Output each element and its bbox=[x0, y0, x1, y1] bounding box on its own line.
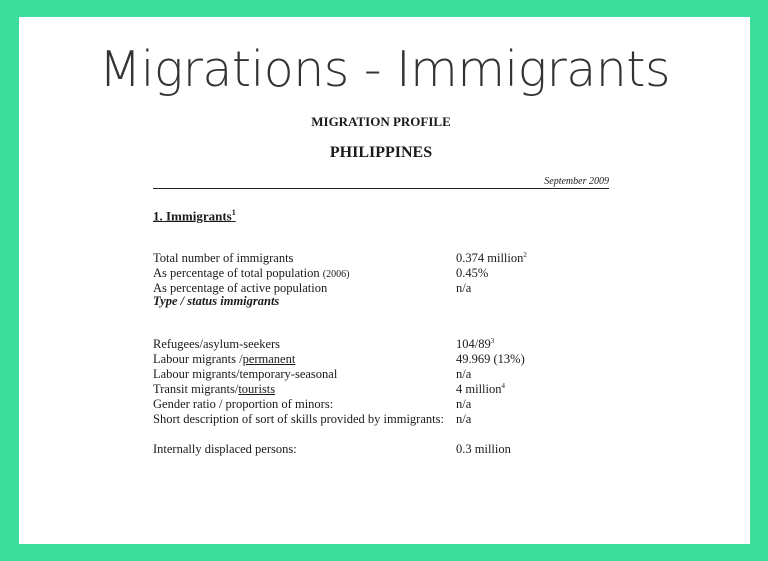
row-transit-migrants bbox=[153, 382, 609, 397]
row-label: Short description of sort of skills provided by immigrants: bbox=[153, 412, 444, 426]
row-labour-permanent bbox=[153, 352, 609, 367]
row-displaced-persons bbox=[153, 442, 609, 457]
row-value: 0.3 million bbox=[456, 442, 511, 456]
row-label: Refugees/asylum-seekers bbox=[153, 337, 281, 351]
subheading: Type / status immigrants bbox=[153, 294, 280, 308]
row-value: $104/89^3$ bbox=[456, 337, 495, 352]
value-footnote: 2 bbox=[523, 251, 527, 259]
underlined-term: tourists bbox=[238, 382, 276, 396]
label-note: (2006) bbox=[322, 269, 350, 280]
row-gender-ratio bbox=[153, 397, 609, 412]
row-label: Gender ratio / proportion of minors: bbox=[153, 397, 334, 411]
row-label: Total number of immigrants bbox=[153, 251, 294, 265]
country-name: PHILIPPINES bbox=[329, 144, 433, 161]
value-footnote: 4 bbox=[501, 382, 505, 390]
row-value: n/a bbox=[456, 367, 472, 381]
row-refugees bbox=[153, 337, 609, 352]
slide bbox=[19, 17, 750, 544]
row-value: 4 million$^4$ bbox=[456, 382, 505, 397]
header-rule bbox=[153, 188, 609, 189]
row-value: 49.969 (13%) bbox=[456, 352, 525, 366]
row-value: 0.45% bbox=[456, 266, 489, 280]
row-value: n/a bbox=[456, 281, 472, 295]
section-footnote: 1 bbox=[231, 208, 236, 217]
document-date: September 2009 bbox=[544, 176, 609, 187]
row-label: Internally displaced persons: bbox=[153, 442, 297, 456]
slide-title: Migrations - Immigrants bbox=[98, 41, 671, 98]
row-skills bbox=[153, 412, 609, 427]
underlined-term: permanent bbox=[242, 352, 296, 366]
row-value: n/a bbox=[456, 397, 472, 411]
row-label: Labour migrants/temporary-seasonal bbox=[153, 367, 338, 381]
row-value: n/a bbox=[456, 412, 472, 426]
section-title: 1. Immigrants bbox=[153, 208, 232, 224]
row-label: As percentage of active population bbox=[153, 281, 328, 295]
row-labour-temporary bbox=[153, 367, 609, 382]
section-heading bbox=[153, 208, 236, 224]
row-total-immigrants bbox=[153, 251, 609, 266]
row-label: Labour migrants /permanent bbox=[153, 352, 296, 366]
value-footnote: 3 bbox=[490, 337, 495, 345]
row-label: Transit migrants/tourists bbox=[153, 382, 276, 396]
row-label: As percentage of total population (2006) bbox=[153, 266, 350, 280]
row-value: 0.374 million$^2$ bbox=[456, 251, 527, 266]
document-heading: MIGRATION PROFILE bbox=[311, 114, 451, 129]
row-pct-total-population bbox=[153, 266, 609, 281]
